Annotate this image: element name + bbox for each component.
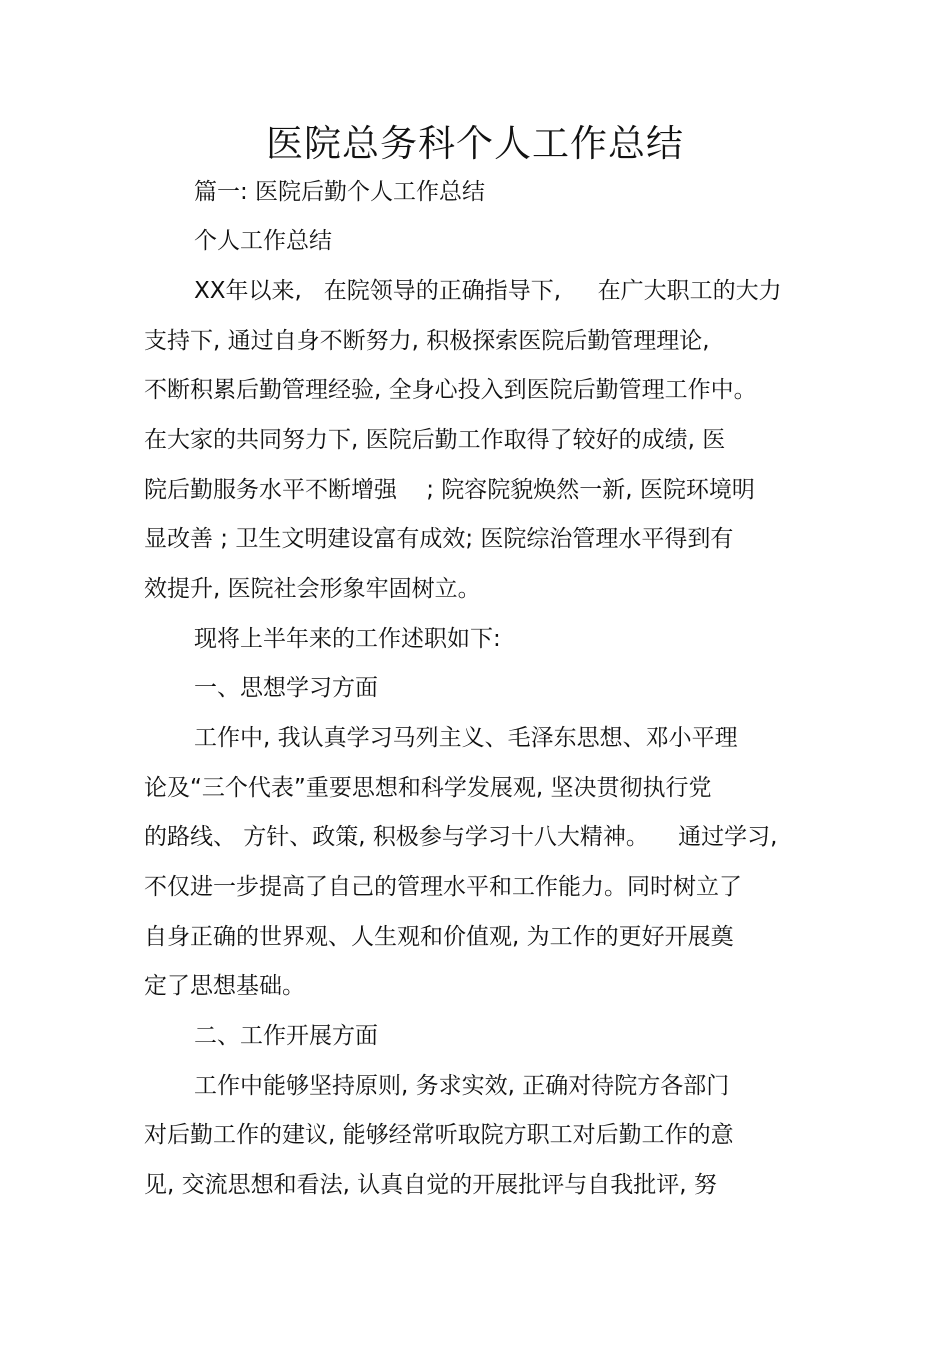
- paragraph-line: 不仅进一步提高了自己的管理水平和工作能力。同时树立了: [144, 874, 742, 900]
- paragraph-line: 论及“三个代表”重要思想和科学发展观, 坚决贯彻执行党: [144, 775, 712, 801]
- paragraph-line: 对后勤工作的建议, 能够经常听取院方职工对后勤工作的意: [144, 1122, 734, 1148]
- paragraph-line: 的路线、 方针、政策, 积极参与学习十八大精神。 通过学习,: [144, 824, 778, 850]
- paragraph-line: 院后勤服务水平不断增强 ; 院容院貌焕然一新, 医院环境明: [144, 477, 755, 503]
- paragraph-line: 见, 交流思想和看法, 认真自觉的开展批评与自我批评, 努: [144, 1172, 717, 1198]
- section-heading: 二、工作开展方面: [194, 1023, 378, 1049]
- paragraph-line: 工作中能够坚持原则, 务求实效, 正确对待院方各部门: [194, 1073, 730, 1099]
- paragraph-line: 在大家的共同努力下, 医院后勤工作取得了较好的成绩, 医: [144, 427, 726, 453]
- section-heading: 篇一: 医院后勤个人工作总结: [194, 179, 486, 205]
- paragraph-line: XX年以来, 在院领导的正确指导下, 在广大职工的大力: [194, 278, 782, 304]
- paragraph-line: 支持下, 通过自身不断努力, 积极探索医院后勤管理理论,: [144, 328, 710, 354]
- subheading: 个人工作总结: [194, 228, 332, 254]
- paragraph-line: 定了思想基础。: [144, 973, 305, 999]
- section-heading: 一、思想学习方面: [194, 675, 378, 701]
- paragraph-line: 效提升, 医院社会形象牢固树立。: [144, 576, 481, 602]
- paragraph-line: 不断积累后勤管理经验, 全身心投入到医院后勤管理工作中。: [144, 377, 757, 403]
- paragraph-line: 显改善 ; 卫生文明建设富有成效; 医院综治管理水平得到有: [144, 526, 734, 552]
- paragraph-line: 工作中, 我认真学习马列主义、毛泽东思想、邓小平理: [194, 725, 738, 751]
- paragraph-line: 现将上半年来的工作述职如下:: [194, 626, 501, 652]
- paragraph-line: 自身正确的世界观、人生观和价值观, 为工作的更好开展奠: [144, 924, 734, 950]
- document-title: 医院总务科个人工作总结: [266, 122, 684, 165]
